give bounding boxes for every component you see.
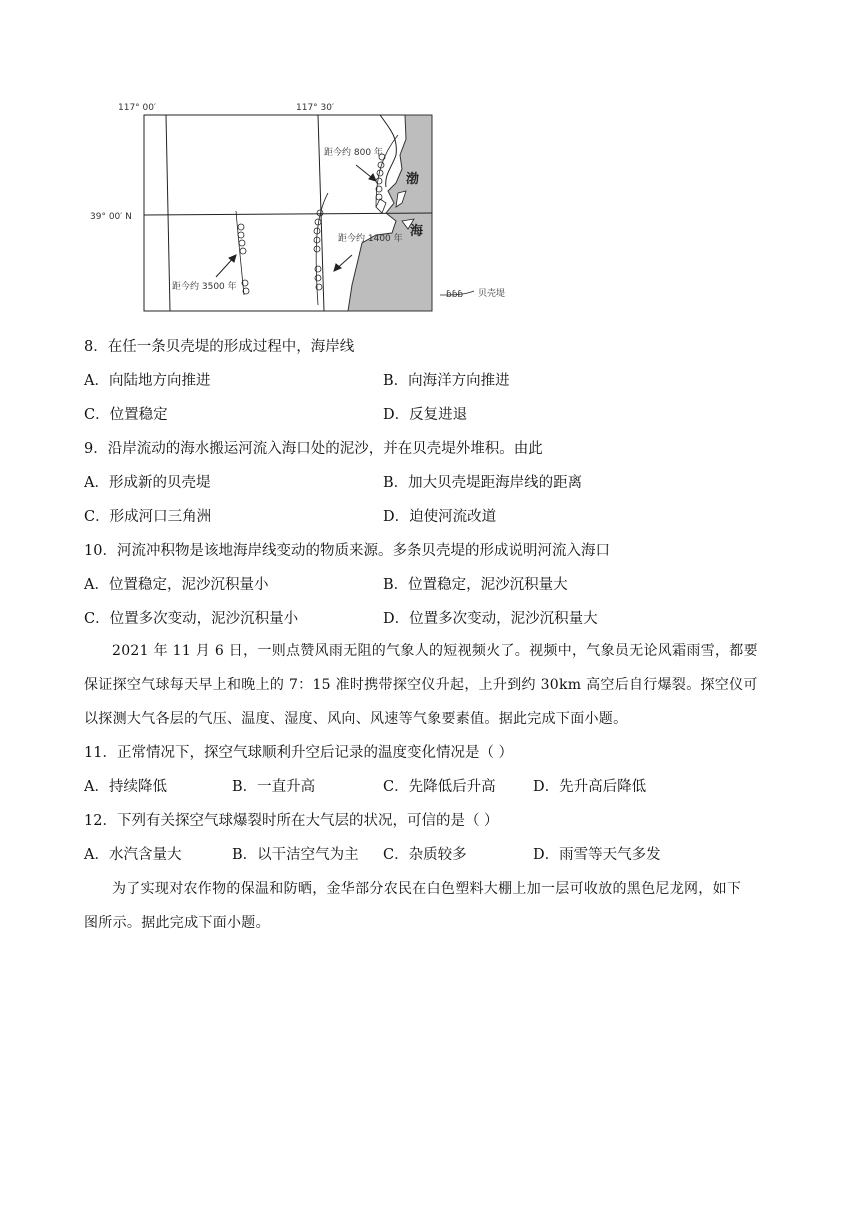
legend-symbol: ɓɓɓ: [446, 290, 464, 300]
passage-1-line-2: 保证探空气球每天早上和晚上的 7：15 准时携带探空仪升起，上升到约 30km 高空后自行爆裂。探空仪可: [84, 677, 758, 693]
question-9-option-a: A．形成新的贝壳堤: [84, 475, 211, 491]
passage-2-line-1: 为了实现对农作物的保温和防晒，金华部分农民在白色塑料大棚上加一层可收放的黑色尼龙网，如下: [112, 881, 742, 897]
question-12-option-c: C．杂质较多: [383, 847, 467, 863]
question-10-option-a: A．位置稳定，泥沙沉积量小: [84, 577, 269, 593]
passage-1-line-3: 以探测大气各层的气压、温度、湿度、风向、风速等气象要素值。据此完成下面小题。: [84, 711, 628, 727]
legend-label: 贝壳堤: [478, 289, 506, 299]
question-11-option-b: B．一直升高: [232, 779, 316, 795]
question-9-stem: 9．沿岸流动的海水搬运河流入海口处的泥沙，并在贝壳堤外堆积。由此: [84, 441, 543, 457]
label-3500: 距今约 3500 年: [172, 282, 237, 292]
question-8-stem: 8．在任一条贝壳堤的形成过程中，海岸线: [84, 339, 355, 355]
question-8-option-a: A．向陆地方向推进: [84, 373, 211, 389]
question-12-option-a: A．水汽含量大: [84, 847, 182, 863]
coastline-map-figure: [80, 95, 540, 320]
label-1400: 距今约 1400 年: [338, 234, 403, 244]
question-11-option-d: D．先升高后降低: [533, 779, 647, 795]
question-10-stem: 10．河流冲积物是该地海岸线变动的物质来源。多条贝壳堤的形成说明河流入海口: [84, 543, 610, 559]
question-12-option-d: D．雨雪等天气多发: [533, 847, 661, 863]
question-9-option-d: D．迫使河流改道: [383, 509, 497, 525]
passage-2-line-2: 图所示。据此完成下面小题。: [84, 915, 270, 931]
lon-label-right: 117° 30′: [296, 103, 335, 113]
question-11-stem: 11．正常情况下，探空气球顺利升空后记录的温度变化情况是（ ）: [84, 745, 514, 761]
question-12-stem: 12．下列有关探空气球爆裂时所在大气层的状况，可信的是（ ）: [84, 813, 499, 829]
question-8-option-d: D．反复进退: [383, 407, 468, 423]
question-11-option-c: C．先降低后升高: [383, 779, 496, 795]
question-11-option-a: A．持续降低: [84, 779, 167, 795]
question-8-option-b: B．向海洋方向推进: [383, 373, 510, 389]
question-10-option-b: B．位置稳定，泥沙沉积量大: [383, 577, 568, 593]
question-10-option-d: D．位置多次变动，泥沙沉积量大: [383, 611, 598, 627]
map-svg: [80, 95, 540, 320]
question-9-option-b: B．加大贝壳堤距海岸线的距离: [383, 475, 583, 491]
passage-1-line-1: 2021 年 11 月 6 日，一则点赞风雨无阻的气象人的短视频火了。视频中，气象员无论风霜雨雪，都要: [112, 643, 758, 659]
lat-label: 39° 00′ N: [90, 212, 132, 222]
sea-label-2: 海: [410, 224, 424, 239]
question-8-option-c: C．位置稳定: [84, 407, 168, 423]
question-9-option-c: C．形成河口三角洲: [84, 509, 212, 525]
label-800: 距今约 800 年: [324, 148, 383, 158]
question-10-option-c: C．位置多次变动，泥沙沉积量小: [84, 611, 299, 627]
question-12-option-b: B．以干洁空气为主: [232, 847, 359, 863]
lon-label-left: 117° 00′: [118, 103, 157, 113]
sea-label-1: 渤: [406, 172, 420, 187]
